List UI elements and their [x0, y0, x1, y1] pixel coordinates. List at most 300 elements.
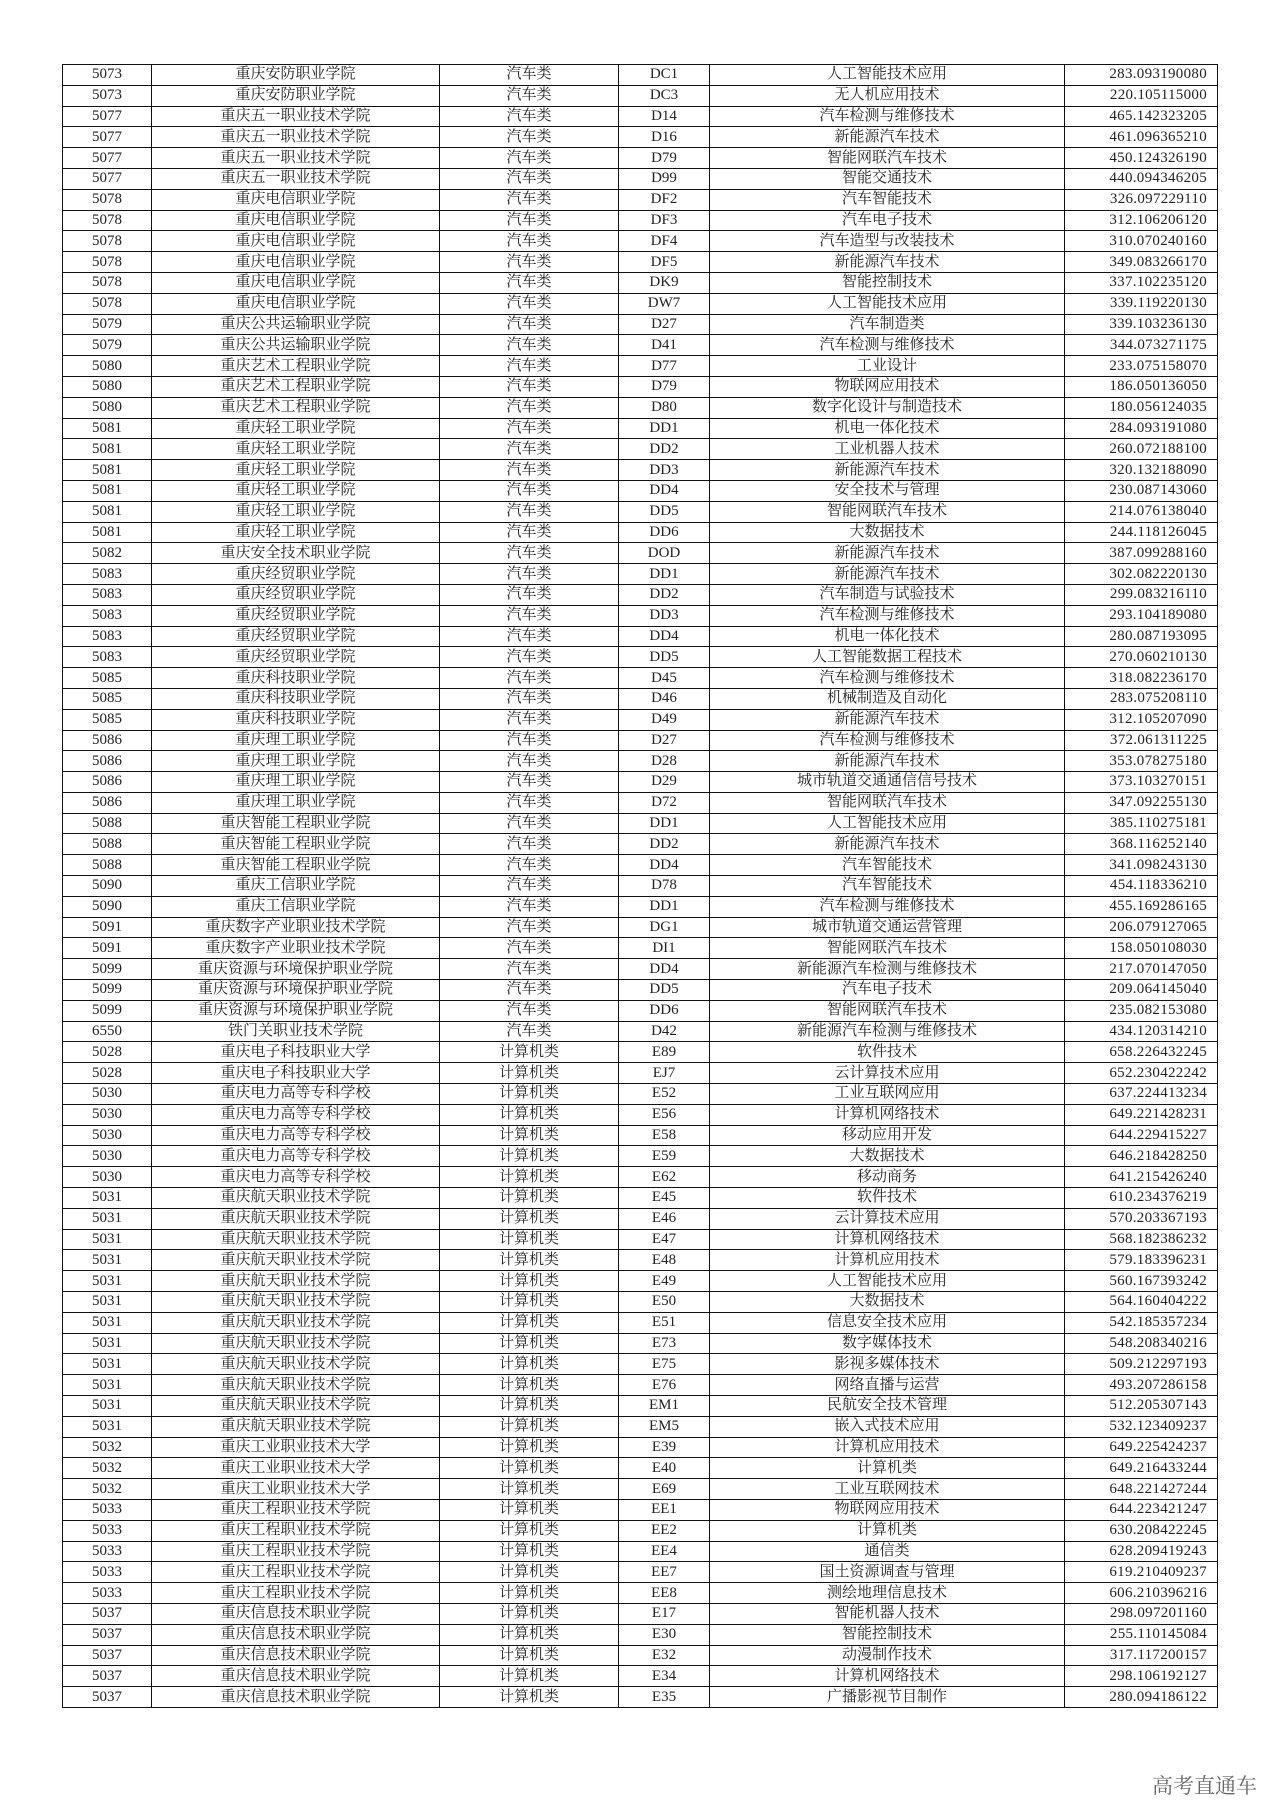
major-name-cell: 人工智能技术应用 — [710, 813, 1065, 834]
category-cell: 汽车类 — [440, 335, 619, 356]
school-name-cell: 重庆航天职业技术学院 — [152, 1416, 440, 1437]
score-cell: 209.064145040 — [1065, 980, 1218, 1001]
major-name-cell: 智能网联汽车技术 — [710, 148, 1065, 169]
score-cell: 644.223421247 — [1065, 1499, 1218, 1520]
table-body — [63, 65, 1218, 1708]
score-cell: 652.230422242 — [1065, 1063, 1218, 1084]
category-cell: 汽车类 — [440, 272, 619, 293]
category-cell: 计算机类 — [440, 1271, 619, 1292]
major-name-cell: 汽车电子技术 — [710, 210, 1065, 231]
major-name-cell: 新能源汽车技术 — [710, 460, 1065, 481]
score-cell: 180.056124035 — [1065, 397, 1218, 418]
major-code-cell: DD5 — [619, 647, 710, 668]
table-row — [63, 418, 1218, 439]
major-code-cell: E30 — [619, 1624, 710, 1645]
score-cell: 299.083216110 — [1065, 584, 1218, 605]
score-cell: 373.103270151 — [1065, 772, 1218, 793]
school-code-cell: 5090 — [63, 896, 152, 917]
school-name-cell: 重庆艺术工程职业学院 — [152, 356, 440, 377]
major-code-cell: DD4 — [619, 959, 710, 980]
school-name-cell: 重庆经贸职业学院 — [152, 605, 440, 626]
major-code-cell: DD1 — [619, 564, 710, 585]
major-code-cell: EE1 — [619, 1499, 710, 1520]
major-code-cell: D41 — [619, 335, 710, 356]
category-cell: 汽车类 — [440, 376, 619, 397]
score-cell: 509.212297193 — [1065, 1354, 1218, 1375]
school-code-cell: 5083 — [63, 626, 152, 647]
school-name-cell: 重庆轻工职业学院 — [152, 418, 440, 439]
major-code-cell: EE8 — [619, 1583, 710, 1604]
major-name-cell: 计算机网络技术 — [710, 1666, 1065, 1687]
table-row — [63, 876, 1218, 897]
table-row — [63, 1479, 1218, 1500]
school-name-cell: 重庆航天职业技术学院 — [152, 1250, 440, 1271]
school-code-cell: 5033 — [63, 1562, 152, 1583]
major-code-cell: D16 — [619, 127, 710, 148]
table-row — [63, 85, 1218, 106]
category-cell: 汽车类 — [440, 896, 619, 917]
table-row — [63, 1000, 1218, 1021]
table-row — [63, 397, 1218, 418]
score-cell: 302.082220130 — [1065, 564, 1218, 585]
score-cell: 450.124326190 — [1065, 148, 1218, 169]
school-code-cell: 5031 — [63, 1292, 152, 1313]
table-row — [63, 834, 1218, 855]
category-cell: 汽车类 — [440, 688, 619, 709]
major-code-cell: DF3 — [619, 210, 710, 231]
category-cell: 汽车类 — [440, 980, 619, 1001]
table-row — [63, 1666, 1218, 1687]
category-cell: 汽车类 — [440, 813, 619, 834]
major-name-cell: 无人机应用技术 — [710, 85, 1065, 106]
school-code-cell: 5037 — [63, 1666, 152, 1687]
school-code-cell: 5078 — [63, 272, 152, 293]
major-name-cell: 新能源汽车技术 — [710, 709, 1065, 730]
major-code-cell: E39 — [619, 1437, 710, 1458]
school-code-cell: 5032 — [63, 1479, 152, 1500]
category-cell: 计算机类 — [440, 1437, 619, 1458]
major-code-cell: E48 — [619, 1250, 710, 1271]
category-cell: 汽车类 — [440, 959, 619, 980]
school-name-cell: 重庆信息技术职业学院 — [152, 1603, 440, 1624]
table-row — [63, 168, 1218, 189]
school-code-cell: 5081 — [63, 418, 152, 439]
major-name-cell: 汽车检测与维修技术 — [710, 106, 1065, 127]
major-name-cell: 大数据技术 — [710, 522, 1065, 543]
category-cell: 汽车类 — [440, 501, 619, 522]
category-cell: 汽车类 — [440, 480, 619, 501]
category-cell: 计算机类 — [440, 1666, 619, 1687]
major-name-cell: 汽车制造与试验技术 — [710, 584, 1065, 605]
major-code-cell: D14 — [619, 106, 710, 127]
school-name-cell: 重庆电子科技职业大学 — [152, 1042, 440, 1063]
table-row — [63, 626, 1218, 647]
school-name-cell: 重庆五一职业技术学院 — [152, 127, 440, 148]
table-row — [63, 272, 1218, 293]
school-name-cell: 重庆理工职业学院 — [152, 751, 440, 772]
score-cell: 320.132188090 — [1065, 460, 1218, 481]
score-cell: 312.105207090 — [1065, 709, 1218, 730]
school-name-cell: 重庆电信职业学院 — [152, 252, 440, 273]
school-code-cell: 5028 — [63, 1063, 152, 1084]
school-code-cell: 5099 — [63, 1000, 152, 1021]
major-code-cell: E35 — [619, 1687, 710, 1708]
score-cell: 235.082153080 — [1065, 1000, 1218, 1021]
major-name-cell: 智能网联汽车技术 — [710, 501, 1065, 522]
major-name-cell: 新能源汽车技术 — [710, 834, 1065, 855]
table-row — [63, 65, 1218, 86]
score-cell: 387.099288160 — [1065, 543, 1218, 564]
major-name-cell: 网络直播与运营 — [710, 1375, 1065, 1396]
score-cell: 568.182386232 — [1065, 1229, 1218, 1250]
table-row — [63, 730, 1218, 751]
major-name-cell: 信息安全技术应用 — [710, 1312, 1065, 1333]
school-code-cell: 5085 — [63, 668, 152, 689]
major-code-cell: E58 — [619, 1125, 710, 1146]
school-name-cell: 重庆工程职业技术学院 — [152, 1499, 440, 1520]
score-cell: 280.087193095 — [1065, 626, 1218, 647]
school-name-cell: 重庆航天职业技术学院 — [152, 1271, 440, 1292]
school-name-cell: 重庆航天职业技术学院 — [152, 1292, 440, 1313]
score-cell: 244.118126045 — [1065, 522, 1218, 543]
table-row — [63, 356, 1218, 377]
table-row — [63, 1541, 1218, 1562]
major-code-cell: D45 — [619, 668, 710, 689]
category-cell: 计算机类 — [440, 1292, 619, 1313]
major-code-cell: D28 — [619, 751, 710, 772]
score-cell: 434.120314210 — [1065, 1021, 1218, 1042]
major-name-cell: 大数据技术 — [710, 1292, 1065, 1313]
major-code-cell: DD5 — [619, 980, 710, 1001]
category-cell: 汽车类 — [440, 668, 619, 689]
school-name-cell: 重庆电信职业学院 — [152, 293, 440, 314]
table-row — [63, 1396, 1218, 1417]
major-code-cell: DD6 — [619, 522, 710, 543]
category-cell: 汽车类 — [440, 792, 619, 813]
school-name-cell: 重庆公共运输职业学院 — [152, 314, 440, 335]
major-name-cell: 工业互联网应用 — [710, 1084, 1065, 1105]
major-code-cell: DD6 — [619, 1000, 710, 1021]
school-name-cell: 重庆工程职业技术学院 — [152, 1583, 440, 1604]
school-code-cell: 5081 — [63, 480, 152, 501]
score-cell: 293.104189080 — [1065, 605, 1218, 626]
score-cell: 317.117200157 — [1065, 1645, 1218, 1666]
category-cell: 汽车类 — [440, 938, 619, 959]
category-cell: 计算机类 — [440, 1229, 619, 1250]
table-row — [63, 1167, 1218, 1188]
major-code-cell: E46 — [619, 1208, 710, 1229]
school-code-cell: 5031 — [63, 1229, 152, 1250]
table-row — [63, 439, 1218, 460]
school-code-cell: 5086 — [63, 751, 152, 772]
school-code-cell: 5085 — [63, 709, 152, 730]
school-name-cell: 重庆航天职业技术学院 — [152, 1188, 440, 1209]
score-cell: 548.208340216 — [1065, 1333, 1218, 1354]
major-name-cell: 计算机应用技术 — [710, 1250, 1065, 1271]
major-name-cell: 计算机网络技术 — [710, 1229, 1065, 1250]
school-name-cell: 重庆安防职业学院 — [152, 65, 440, 86]
school-name-cell: 重庆五一职业技术学院 — [152, 168, 440, 189]
score-cell: 560.167393242 — [1065, 1271, 1218, 1292]
major-code-cell: DC3 — [619, 85, 710, 106]
major-name-cell: 智能交通技术 — [710, 168, 1065, 189]
school-code-cell: 5031 — [63, 1250, 152, 1271]
school-code-cell: 5037 — [63, 1645, 152, 1666]
table-row — [63, 1624, 1218, 1645]
table-row — [63, 1458, 1218, 1479]
major-code-cell: DF5 — [619, 252, 710, 273]
score-cell: 649.221428231 — [1065, 1104, 1218, 1125]
school-code-cell: 5078 — [63, 252, 152, 273]
score-cell: 283.093190080 — [1065, 65, 1218, 86]
major-code-cell: E76 — [619, 1375, 710, 1396]
school-code-cell: 5077 — [63, 168, 152, 189]
table-row — [63, 1271, 1218, 1292]
major-name-cell: 大数据技术 — [710, 1146, 1065, 1167]
major-code-cell: E59 — [619, 1146, 710, 1167]
school-code-cell: 5081 — [63, 439, 152, 460]
school-code-cell: 5032 — [63, 1437, 152, 1458]
school-name-cell: 重庆信息技术职业学院 — [152, 1666, 440, 1687]
category-cell: 汽车类 — [440, 148, 619, 169]
school-code-cell: 5088 — [63, 834, 152, 855]
major-code-cell: DD2 — [619, 584, 710, 605]
school-name-cell: 重庆电力高等专科学校 — [152, 1146, 440, 1167]
table-row — [63, 959, 1218, 980]
score-cell: 606.210396216 — [1065, 1583, 1218, 1604]
school-name-cell: 重庆安防职业学院 — [152, 85, 440, 106]
category-cell: 汽车类 — [440, 231, 619, 252]
score-cell: 339.119220130 — [1065, 293, 1218, 314]
category-cell: 计算机类 — [440, 1458, 619, 1479]
major-name-cell: 测绘地理信息技术 — [710, 1583, 1065, 1604]
category-cell: 计算机类 — [440, 1499, 619, 1520]
score-cell: 440.094346205 — [1065, 168, 1218, 189]
school-name-cell: 重庆航天职业技术学院 — [152, 1229, 440, 1250]
school-code-cell: 5099 — [63, 980, 152, 1001]
category-cell: 汽车类 — [440, 127, 619, 148]
major-name-cell: 移动商务 — [710, 1167, 1065, 1188]
table-row — [63, 980, 1218, 1001]
category-cell: 计算机类 — [440, 1104, 619, 1125]
table-row — [63, 522, 1218, 543]
school-code-cell: 5037 — [63, 1603, 152, 1624]
category-cell: 计算机类 — [440, 1603, 619, 1624]
category-cell: 计算机类 — [440, 1250, 619, 1271]
table-row — [63, 1333, 1218, 1354]
table-row — [63, 1354, 1218, 1375]
major-code-cell: D99 — [619, 168, 710, 189]
major-code-cell: E73 — [619, 1333, 710, 1354]
major-code-cell: E52 — [619, 1084, 710, 1105]
table-row — [63, 1583, 1218, 1604]
major-name-cell: 移动应用开发 — [710, 1125, 1065, 1146]
school-code-cell: 5079 — [63, 335, 152, 356]
table-row — [63, 480, 1218, 501]
school-code-cell: 5078 — [63, 293, 152, 314]
major-code-cell: DG1 — [619, 917, 710, 938]
school-name-cell: 重庆航天职业技术学院 — [152, 1208, 440, 1229]
major-code-cell: DD1 — [619, 896, 710, 917]
major-name-cell: 智能控制技术 — [710, 1624, 1065, 1645]
category-cell: 汽车类 — [440, 168, 619, 189]
major-name-cell: 汽车智能技术 — [710, 189, 1065, 210]
category-cell: 汽车类 — [440, 1021, 619, 1042]
major-name-cell: 人工智能数据工程技术 — [710, 647, 1065, 668]
major-code-cell: E40 — [619, 1458, 710, 1479]
table-row — [63, 688, 1218, 709]
school-name-cell: 重庆航天职业技术学院 — [152, 1312, 440, 1333]
school-name-cell: 重庆电信职业学院 — [152, 272, 440, 293]
category-cell: 汽车类 — [440, 730, 619, 751]
table-row — [63, 1520, 1218, 1541]
score-cell: 641.215426240 — [1065, 1167, 1218, 1188]
category-cell: 汽车类 — [440, 106, 619, 127]
category-cell: 计算机类 — [440, 1416, 619, 1437]
major-name-cell: 新能源汽车检测与维修技术 — [710, 1021, 1065, 1042]
table-row — [63, 1229, 1218, 1250]
school-code-cell: 5080 — [63, 397, 152, 418]
major-code-cell: D80 — [619, 397, 710, 418]
school-name-cell: 重庆科技职业学院 — [152, 688, 440, 709]
category-cell: 汽车类 — [440, 855, 619, 876]
category-cell: 汽车类 — [440, 709, 619, 730]
major-name-cell: 数字化设计与制造技术 — [710, 397, 1065, 418]
school-code-cell: 5078 — [63, 189, 152, 210]
major-code-cell: D29 — [619, 772, 710, 793]
score-cell: 649.216433244 — [1065, 1458, 1218, 1479]
score-cell: 493.207286158 — [1065, 1375, 1218, 1396]
major-name-cell: 新能源汽车技术 — [710, 127, 1065, 148]
category-cell: 汽车类 — [440, 564, 619, 585]
school-name-cell: 重庆艺术工程职业学院 — [152, 376, 440, 397]
school-code-cell: 5090 — [63, 876, 152, 897]
school-name-cell: 重庆经贸职业学院 — [152, 564, 440, 585]
school-code-cell: 5091 — [63, 938, 152, 959]
table-row — [63, 189, 1218, 210]
school-name-cell: 重庆工程职业技术学院 — [152, 1541, 440, 1562]
table-row — [63, 751, 1218, 772]
score-cell: 206.079127065 — [1065, 917, 1218, 938]
major-name-cell: 工业设计 — [710, 356, 1065, 377]
major-code-cell: D27 — [619, 314, 710, 335]
category-cell: 计算机类 — [440, 1624, 619, 1645]
major-name-cell: 工业互联网技术 — [710, 1479, 1065, 1500]
school-code-cell: 5086 — [63, 792, 152, 813]
major-name-cell: 汽车智能技术 — [710, 855, 1065, 876]
table-row — [63, 210, 1218, 231]
major-code-cell: D49 — [619, 709, 710, 730]
major-name-cell: 智能机器人技术 — [710, 1603, 1065, 1624]
major-code-cell: D77 — [619, 356, 710, 377]
table-row — [63, 231, 1218, 252]
school-code-cell: 5073 — [63, 65, 152, 86]
major-code-cell: E49 — [619, 1271, 710, 1292]
school-name-cell: 重庆工程职业技术学院 — [152, 1562, 440, 1583]
major-name-cell: 汽车检测与维修技术 — [710, 668, 1065, 689]
school-code-cell: 5073 — [63, 85, 152, 106]
major-code-cell: E32 — [619, 1645, 710, 1666]
school-name-cell: 重庆电力高等专科学校 — [152, 1125, 440, 1146]
school-name-cell: 重庆智能工程职业学院 — [152, 855, 440, 876]
major-code-cell: E50 — [619, 1292, 710, 1313]
category-cell: 计算机类 — [440, 1541, 619, 1562]
table-row — [63, 1437, 1218, 1458]
score-cell: 649.225424237 — [1065, 1437, 1218, 1458]
table-row — [63, 1063, 1218, 1084]
school-name-cell: 重庆科技职业学院 — [152, 668, 440, 689]
category-cell: 计算机类 — [440, 1084, 619, 1105]
major-code-cell: DF4 — [619, 231, 710, 252]
school-name-cell: 重庆工业职业技术大学 — [152, 1437, 440, 1458]
table-row — [63, 668, 1218, 689]
major-name-cell: 汽车检测与维修技术 — [710, 335, 1065, 356]
table-row — [63, 1499, 1218, 1520]
score-cell: 461.096365210 — [1065, 127, 1218, 148]
school-name-cell: 重庆航天职业技术学院 — [152, 1396, 440, 1417]
score-cell: 283.075208110 — [1065, 688, 1218, 709]
school-name-cell: 重庆信息技术职业学院 — [152, 1687, 440, 1708]
major-code-cell: EE7 — [619, 1562, 710, 1583]
table-row — [63, 647, 1218, 668]
major-code-cell: D79 — [619, 148, 710, 169]
school-name-cell: 重庆信息技术职业学院 — [152, 1624, 440, 1645]
score-cell: 512.205307143 — [1065, 1396, 1218, 1417]
major-code-cell: EE4 — [619, 1541, 710, 1562]
school-code-cell: 5081 — [63, 501, 152, 522]
score-cell: 610.234376219 — [1065, 1188, 1218, 1209]
school-code-cell: 5030 — [63, 1146, 152, 1167]
school-name-cell: 重庆资源与环境保护职业学院 — [152, 980, 440, 1001]
score-cell: 298.106192127 — [1065, 1666, 1218, 1687]
major-name-cell: 新能源汽车技术 — [710, 252, 1065, 273]
table-row — [63, 584, 1218, 605]
school-name-cell: 重庆轻工职业学院 — [152, 460, 440, 481]
school-code-cell: 5030 — [63, 1167, 152, 1188]
school-code-cell: 5031 — [63, 1375, 152, 1396]
score-cell: 284.093191080 — [1065, 418, 1218, 439]
school-name-cell: 重庆电信职业学院 — [152, 189, 440, 210]
table-row — [63, 1375, 1218, 1396]
major-name-cell: 机电一体化技术 — [710, 626, 1065, 647]
major-name-cell: 云计算技术应用 — [710, 1208, 1065, 1229]
major-name-cell: 安全技术与管理 — [710, 480, 1065, 501]
category-cell: 计算机类 — [440, 1520, 619, 1541]
school-code-cell: 5033 — [63, 1541, 152, 1562]
score-cell: 368.116252140 — [1065, 834, 1218, 855]
score-cell: 339.103236130 — [1065, 314, 1218, 335]
major-code-cell: DI1 — [619, 938, 710, 959]
major-code-cell: DD4 — [619, 855, 710, 876]
major-name-cell: 动漫制作技术 — [710, 1645, 1065, 1666]
score-cell: 353.078275180 — [1065, 751, 1218, 772]
category-cell: 汽车类 — [440, 85, 619, 106]
category-cell: 汽车类 — [440, 543, 619, 564]
score-cell: 186.050136050 — [1065, 376, 1218, 397]
school-code-cell: 5083 — [63, 564, 152, 585]
school-code-cell: 5079 — [63, 314, 152, 335]
major-code-cell: D42 — [619, 1021, 710, 1042]
school-name-cell: 重庆经贸职业学院 — [152, 647, 440, 668]
category-cell: 计算机类 — [440, 1354, 619, 1375]
school-name-cell: 重庆工业职业技术大学 — [152, 1479, 440, 1500]
score-cell: 646.218428250 — [1065, 1146, 1218, 1167]
category-cell: 计算机类 — [440, 1375, 619, 1396]
category-cell: 汽车类 — [440, 293, 619, 314]
table-row — [63, 605, 1218, 626]
major-code-cell: DD5 — [619, 501, 710, 522]
major-code-cell: E69 — [619, 1479, 710, 1500]
